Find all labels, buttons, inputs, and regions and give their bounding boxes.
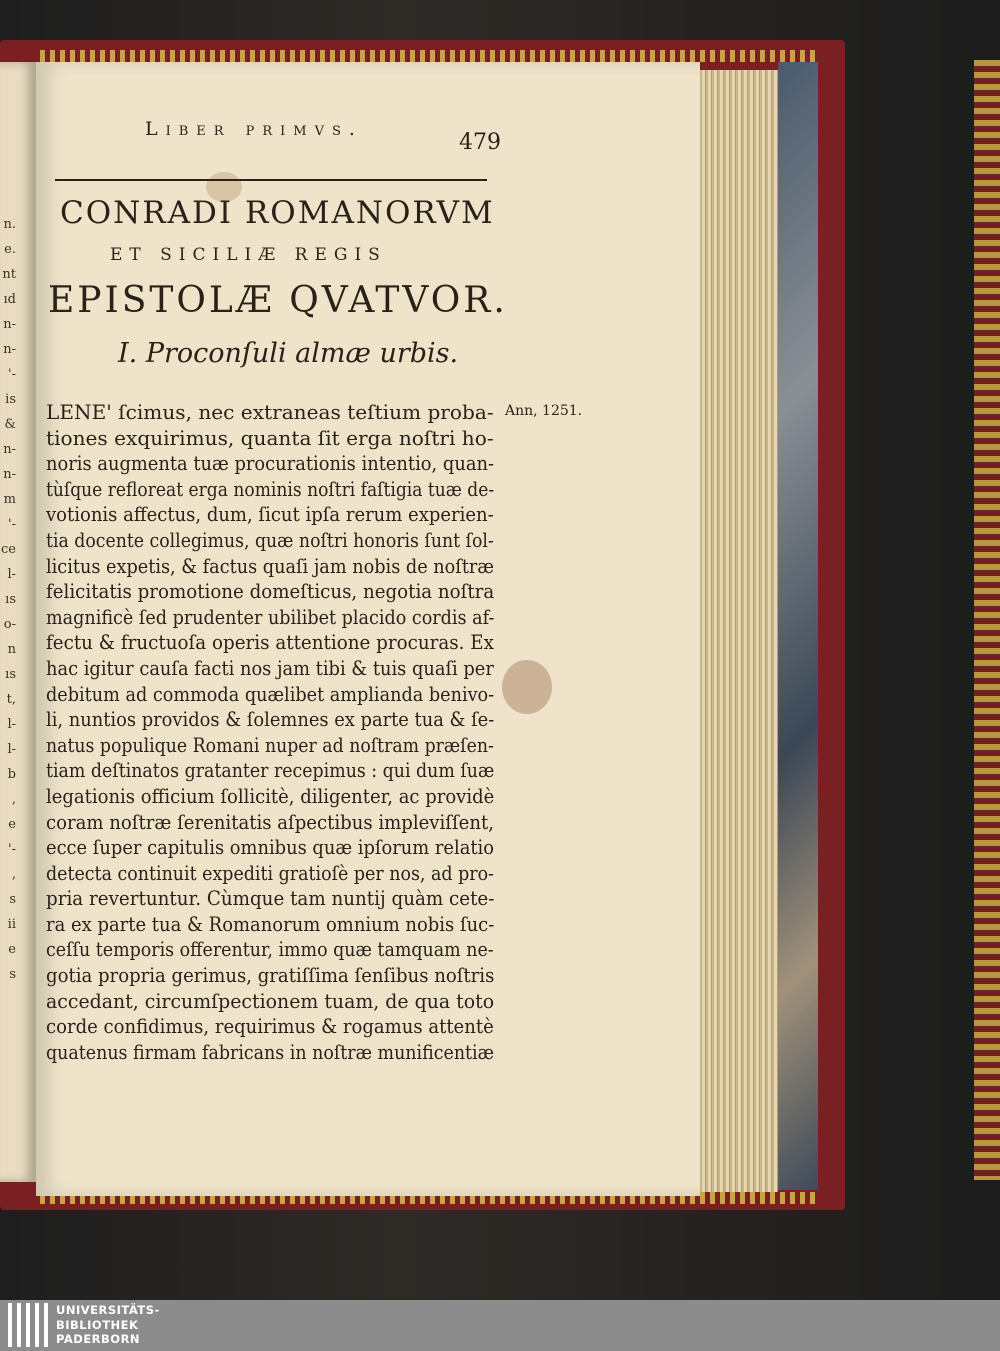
- library-name-line-1: UNIVERSITÄTS-: [56, 1303, 160, 1317]
- paper-stain: [502, 660, 552, 714]
- margin-note-year: Ann, 1251.: [505, 403, 583, 419]
- left-margin-fragment: n: [7, 642, 16, 657]
- left-margin-fragment: n-: [3, 442, 16, 457]
- body-line: fectu & fructuoſa operis attentione procuras. Ex: [46, 630, 494, 655]
- body-line: li, nuntios providos & ſolemnes ex parte tua & ſe-: [46, 707, 495, 732]
- left-margin-fragment: s: [9, 967, 16, 982]
- body-line: detecta continuit expediti gratioſè per nos, ad pro-: [46, 860, 494, 885]
- left-margin-fragment: '-: [8, 842, 16, 857]
- body-line: votionis affectus, dum, ſicut ipſa rerum experien-: [46, 502, 494, 527]
- library-name-line-2: BIBLIOTHEK: [56, 1317, 139, 1332]
- page-block-edge: [700, 70, 778, 1192]
- left-margin-fragment: s: [9, 892, 16, 907]
- body-line: ra ex parte tua & Romanorum omnium nobis ſuc-: [46, 911, 495, 936]
- body-line: corde confidimus, requirimus & rogamus attentè: [46, 1014, 494, 1039]
- left-margin-fragment: l-: [7, 717, 16, 732]
- body-line: gotia propria gerimus, gratiſſima ſenſibus noſtris: [46, 963, 495, 988]
- title-line-2: ET SICILIÆ REGIS: [110, 245, 387, 265]
- left-margin-fragment: ıs: [5, 667, 16, 682]
- running-head: Liber primvs.: [145, 118, 363, 140]
- left-margin-fragment: ce: [1, 542, 16, 557]
- left-margin-fragment: ,: [11, 792, 16, 807]
- left-margin-fragment: n-: [3, 467, 16, 482]
- body-line: magnificè ſed prudenter ubilibet placido cordis af-: [46, 604, 495, 629]
- left-margin-fragment: ii: [7, 917, 16, 932]
- title-line-1: CONRADI ROMANORVM: [60, 195, 495, 231]
- left-margin-fragment: t,: [6, 692, 16, 707]
- left-facing-page: [0, 62, 36, 1182]
- body-line: legationis officium ſollicitè, diligenter, ac providè: [46, 783, 495, 808]
- body-line: tiones exquirimus, quanta ſit erga noſtri ho-: [46, 425, 494, 450]
- left-margin-fragment: nt: [2, 267, 16, 282]
- marbled-endpaper: [778, 60, 818, 1190]
- body-line: hac igitur cauſa facti nos jam tibi & tuis quaſi per: [46, 655, 494, 680]
- body-line: natus populique Romani nuper ad noſtram præſen-: [46, 732, 494, 757]
- left-margin-fragment: ıd: [3, 292, 16, 307]
- left-margin-fragment: e: [8, 942, 16, 957]
- body-line: tia docente collegimus, quæ noſtri honoris ſunt ſol-: [46, 527, 494, 552]
- left-margin-fragment: n-: [3, 317, 16, 332]
- left-margin-fragment: m: [3, 492, 16, 507]
- body-line: tùſque refloreat erga nominis noſtri faſtigia tuæ de-: [46, 476, 495, 501]
- left-margin-fragment: l-: [7, 567, 16, 582]
- left-margin-fragment: ıs: [5, 592, 16, 607]
- library-name-line-3: PADERBORN: [56, 1332, 141, 1346]
- body-line: coram noſtræ ſerenitatis aſpectibus impleviſſent,: [46, 809, 494, 834]
- body-line: debitum ad commoda quælibet amplianda benivo-: [46, 681, 495, 706]
- left-margin-fragment: l-: [7, 742, 16, 757]
- body-line: accedant, circumſpectionem tuam, de qua toto: [46, 988, 495, 1013]
- library-logo-icon: [8, 1303, 48, 1347]
- page-number: 479: [459, 130, 501, 155]
- left-margin-fragment: e: [8, 817, 16, 832]
- left-margin-fragment: n-: [3, 342, 16, 357]
- left-margin-fragment: ,: [11, 867, 16, 882]
- body-line: tiam deſtinatos gratanter recepimus : qui dum ſuæ: [46, 758, 495, 783]
- body-line: LENE' ſcimus, nec extraneas teſtium proba-: [46, 400, 494, 424]
- body-line: ceſſu temporis offerentur, immo quæ tamquam ne-: [46, 937, 494, 962]
- library-name: [56, 1303, 160, 1347]
- left-margin-fragment: o-: [3, 617, 16, 632]
- header-rule: [55, 179, 487, 181]
- gilt-edge-ornament: [974, 60, 1000, 1180]
- left-margin-fragment: '-: [8, 367, 16, 382]
- left-page-margin-text: [0, 212, 16, 987]
- left-margin-fragment: '-: [8, 517, 16, 532]
- left-margin-fragment: b: [7, 767, 16, 782]
- left-margin-fragment: e.: [4, 242, 16, 257]
- library-footer: [0, 1300, 1000, 1351]
- left-margin-fragment: n.: [3, 217, 16, 232]
- left-margin-fragment: is: [5, 392, 16, 407]
- body-line: felicitatis promotione domeſticus, negotia noſtra: [46, 579, 495, 604]
- body-line: pria revertuntur. Cùmque tam nuntij quàm cete-: [46, 886, 495, 911]
- letter-subtitle: I. Proconſuli almæ urbis.: [118, 338, 459, 369]
- left-margin-fragment: &: [4, 417, 16, 432]
- body-line: licitus expetis, & factus quaſi jam nobis de noſtræ: [46, 553, 494, 578]
- title-line-3: EPISTOLÆ QVATVOR.: [48, 280, 508, 321]
- body-line: ecce ſuper capitulis omnibus quæ ipſorum relatio: [46, 835, 494, 860]
- body-text: [46, 400, 496, 1065]
- body-line: quatenus firmam fabricans in noſtræ munificentiæ: [46, 1039, 495, 1064]
- body-line: noris augmenta tuæ procurationis intentio, quan-: [46, 451, 494, 476]
- top-ornament-band: [40, 50, 820, 62]
